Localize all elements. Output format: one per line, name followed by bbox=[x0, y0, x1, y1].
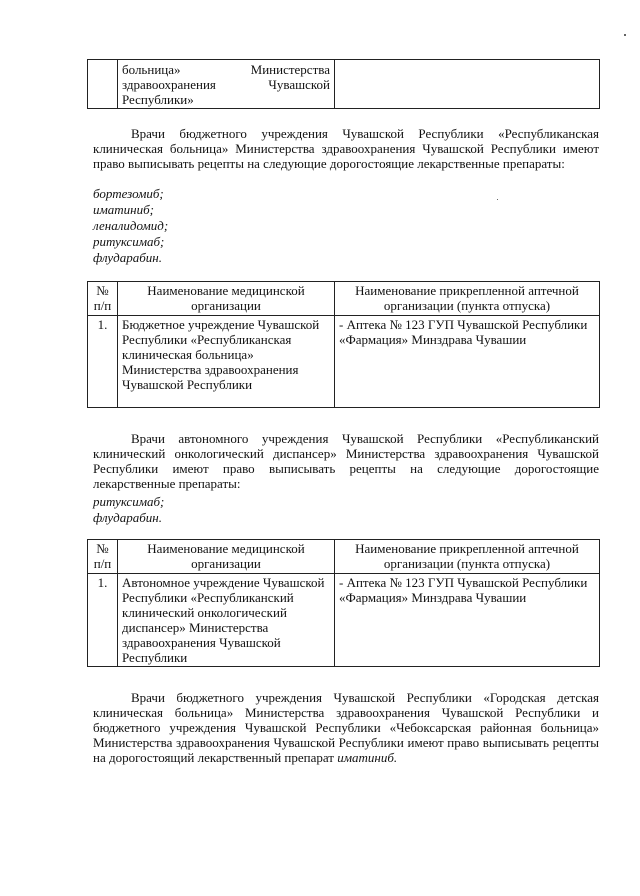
table-header-number: № п/п bbox=[88, 540, 118, 574]
section2-drug-list bbox=[93, 494, 164, 526]
top-table-num-cell bbox=[88, 60, 118, 109]
section3-text: Врачи бюджетного учреждения Чувашской Республики «Городская детская клиническая больница» Министерства здравоохранения Чувашской Республики и бюджетного учреждения Чувашской Республики «Чебоксарская районная больница» Министерства здравоохранения Чувашской Республики имеют право выписывать рецепты на дорогостоящий лекарственный препарат bbox=[93, 690, 599, 765]
section1-drug-list bbox=[93, 186, 168, 266]
top-table-org-text: больница» Министерства здравоохранения Чувашской Республики» bbox=[122, 62, 330, 107]
drug-item: флударабин. bbox=[93, 250, 162, 265]
top-table-org-cell bbox=[118, 60, 335, 109]
table-row-number: 1. bbox=[88, 574, 118, 667]
table-row-pharmacy: - Аптека № 123 ГУП Чувашской Республики «Фармация» Минздрава Чувашии bbox=[335, 574, 600, 667]
drug-item: ритуксимаб; bbox=[93, 494, 165, 509]
scan-speck bbox=[497, 199, 498, 200]
table-row-number: 1. bbox=[88, 316, 118, 408]
table-header-number: № п/п bbox=[88, 282, 118, 316]
section3-paragraph bbox=[93, 690, 599, 765]
section3-drug: иматиниб. bbox=[337, 750, 398, 765]
drug-item: флударабин. bbox=[93, 510, 162, 525]
top-continuation-table bbox=[87, 59, 600, 109]
table-header-organization: Наименование медицинской организации bbox=[118, 282, 335, 316]
table-header-pharmacy: Наименование прикрепленной аптечной организации (пункта отпуска) bbox=[335, 540, 600, 574]
drug-item: бортезомиб; bbox=[93, 186, 164, 201]
section2-paragraph: Врачи автономного учреждения Чувашской Республики «Республиканский клинический онкологический диспансер» Министерства здравоохранения Чувашской Республики имеют право выписывать рецепты на следующие дорогостоящие лекарственные препараты: bbox=[93, 431, 599, 491]
table-row-organization: Бюджетное учреждение Чувашской Республики «Республиканская клиническая больница» Министерства здравоохранения Чувашской Республики bbox=[118, 316, 335, 408]
table-row-pharmacy: - Аптека № 123 ГУП Чувашской Республики «Фармация» Минздрава Чувашии bbox=[335, 316, 600, 408]
drug-item: иматиниб; bbox=[93, 202, 155, 217]
section1-paragraph: Врачи бюджетного учреждения Чувашской Республики «Республиканская клиническая больница» Министерства здравоохранения Чувашской Республики имеют право выписывать рецепты на следующие дорогостоящие лекарственные препараты: bbox=[93, 126, 599, 171]
scan-speck bbox=[624, 34, 626, 36]
table-header-pharmacy: Наименование прикрепленной аптечной организации (пункта отпуска) bbox=[335, 282, 600, 316]
section1-table bbox=[87, 281, 600, 408]
table-header-organization: Наименование медицинской организации bbox=[118, 540, 335, 574]
drug-item: леналидомид; bbox=[93, 218, 169, 233]
top-table-pharmacy-cell bbox=[335, 60, 600, 109]
drug-item: ритуксимаб; bbox=[93, 234, 165, 249]
table-row-organization: Автономное учреждение Чувашской Республики «Республиканский клинический онкологический диспансер» Министерства здравоохранения Чувашской Республики bbox=[118, 574, 335, 667]
section2-table bbox=[87, 539, 600, 667]
